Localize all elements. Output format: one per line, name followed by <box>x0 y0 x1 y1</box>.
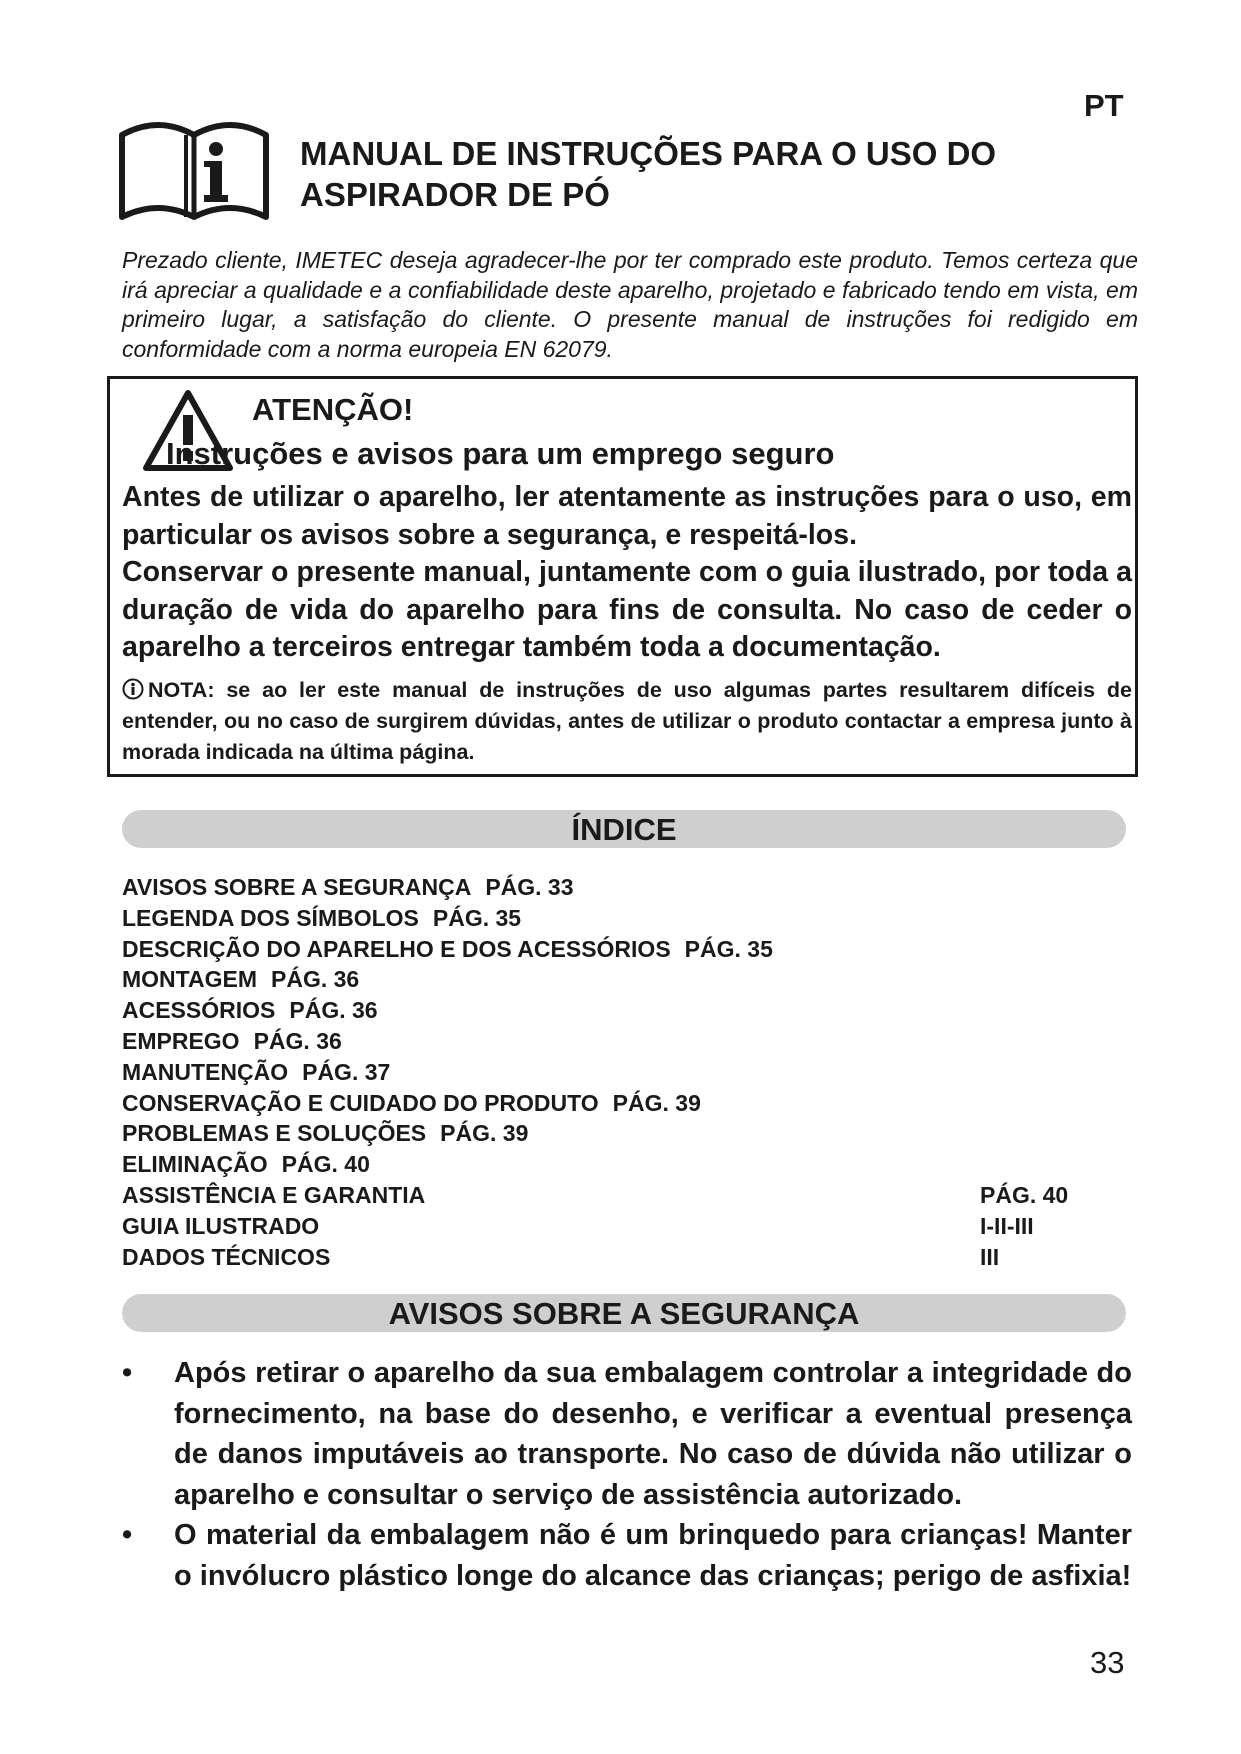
intro-paragraph: Prezado cliente, IMETEC deseja agradecer-lhe por ter comprado este produto. Temos certeza que irá apreciar a qualidade e a confiabilidade deste aparelho, projetado e fabricado tendo em vista, em primeiro lugar, a satisfação do cliente. O presente manual de instruções foi redigido em conformidade com a norma europeia EN 62079. <box>122 247 1138 362</box>
toc-page: PÁG. 36 <box>253 1027 342 1054</box>
note-label: NOTA: <box>148 678 215 702</box>
safety-bullet-list <box>122 1353 1132 1596</box>
toc-item[interactable] <box>122 1057 1082 1088</box>
toc-item[interactable] <box>122 1149 1082 1180</box>
note-text: se ao ler este manual de instruções de uso algumas partes resultarem difíceis de entender, ou no caso de surgirem dúvidas, antes de utilizar o produto contactar a empresa junto à morada indicada na última página. <box>122 678 1132 764</box>
title-line-1: MANUAL DE INSTRUÇÕES PARA O USO DO <box>300 135 997 172</box>
toc-label: DADOS TÉCNICOS <box>122 1243 331 1270</box>
toc-item[interactable] <box>122 1118 1082 1149</box>
toc-label: MANUTENÇÃO <box>122 1058 289 1085</box>
toc-label: PROBLEMAS E SOLUÇÕES <box>122 1120 427 1147</box>
toc-label: CONSERVAÇÃO E CUIDADO DO PRODUTO <box>122 1089 599 1116</box>
warning-title: ATENÇÃO! <box>252 392 414 427</box>
toc-item[interactable] <box>122 934 1082 965</box>
info-circle-icon <box>122 678 144 700</box>
warning-subtitle: Instruções e avisos para um emprego seguro <box>166 436 835 471</box>
toc-page: PÁG. 40 <box>281 1151 370 1178</box>
bullet-symbol: • <box>122 1357 133 1389</box>
toc-item[interactable] <box>122 1088 1082 1119</box>
warning-body <box>122 479 1132 667</box>
toc-item[interactable] <box>122 872 1082 903</box>
toc-label: MONTAGEM <box>122 966 258 993</box>
info-book-icon <box>118 113 270 228</box>
toc-page: PÁG. 36 <box>271 966 360 993</box>
page-number: 33 <box>1090 1645 1125 1680</box>
language-code: PT <box>1084 88 1124 123</box>
toc-page: PÁG. 40 <box>980 1181 1069 1208</box>
index-heading: ÍNDICE <box>122 810 1126 848</box>
toc-page: PÁG. 33 <box>485 874 574 900</box>
page-title <box>300 133 996 215</box>
note-paragraph <box>122 675 1132 768</box>
toc-item[interactable] <box>122 1242 1082 1273</box>
bullet-symbol: • <box>122 1519 133 1551</box>
bullet-text: Após retirar o aparelho da sua embalagem controlar a integridade do fornecimento, na base do desenho, e verificar a eventual presença de danos imputáveis ao transporte. No caso de dúvida não utilizar o aparelho e consultar o serviço de assistência autorizado. <box>174 1357 1132 1511</box>
toc-page: PÁG. 37 <box>302 1058 391 1085</box>
toc-page: PÁG. 39 <box>612 1089 701 1116</box>
toc-item[interactable] <box>122 903 1082 934</box>
table-of-contents <box>122 872 1082 1272</box>
toc-item[interactable] <box>122 995 1082 1026</box>
safety-bullet <box>122 1515 1132 1596</box>
toc-page: I-II-III <box>980 1212 1034 1239</box>
toc-page: III <box>980 1243 1000 1270</box>
toc-label: ELIMINAÇÃO <box>122 1151 268 1178</box>
toc-page: PÁG. 36 <box>289 997 378 1024</box>
toc-page: PÁG. 35 <box>432 904 522 931</box>
warning-paragraph: Conservar o presente manual, juntamente com o guia ilustrado, por toda a duração de vida do aparelho para fins de consulta. No caso de ceder o aparelho a terceiros entregar também toda a documentação. <box>122 556 1132 663</box>
bullet-text: O material da embalagem não é um brinquedo para crianças! Manter o invólucro plástico longe do alcance das crianças; perigo de asfixia! <box>174 1519 1132 1592</box>
toc-label: EMPREGO <box>122 1027 240 1054</box>
toc-page: PÁG. 35 <box>684 935 773 962</box>
toc-label: AVISOS SOBRE A SEGURANÇA <box>122 874 472 900</box>
toc-label: GUIA ILUSTRADO <box>122 1212 320 1239</box>
toc-label: LEGENDA DOS SÍMBOLOS <box>122 904 419 931</box>
safety-bullet <box>122 1353 1132 1515</box>
title-line-2: ASPIRADOR DE PÓ <box>300 176 610 213</box>
toc-item[interactable] <box>122 964 1082 995</box>
toc-item[interactable] <box>122 1211 1082 1242</box>
toc-label: DESCRIÇÃO DO APARELHO E DOS ACESSÓRIOS <box>122 935 671 962</box>
toc-label: ASSISTÊNCIA E GARANTIA <box>122 1181 426 1208</box>
toc-item[interactable] <box>122 1026 1082 1057</box>
toc-label: ACESSÓRIOS <box>122 997 276 1024</box>
safety-heading: AVISOS SOBRE A SEGURANÇA <box>122 1294 1126 1332</box>
warning-paragraph: Antes de utilizar o aparelho, ler atentamente as instruções para o uso, em particular os avisos sobre a segurança, e respeitá-los. <box>122 481 1132 551</box>
toc-page: PÁG. 39 <box>440 1120 529 1147</box>
toc-item[interactable] <box>122 1180 1082 1211</box>
